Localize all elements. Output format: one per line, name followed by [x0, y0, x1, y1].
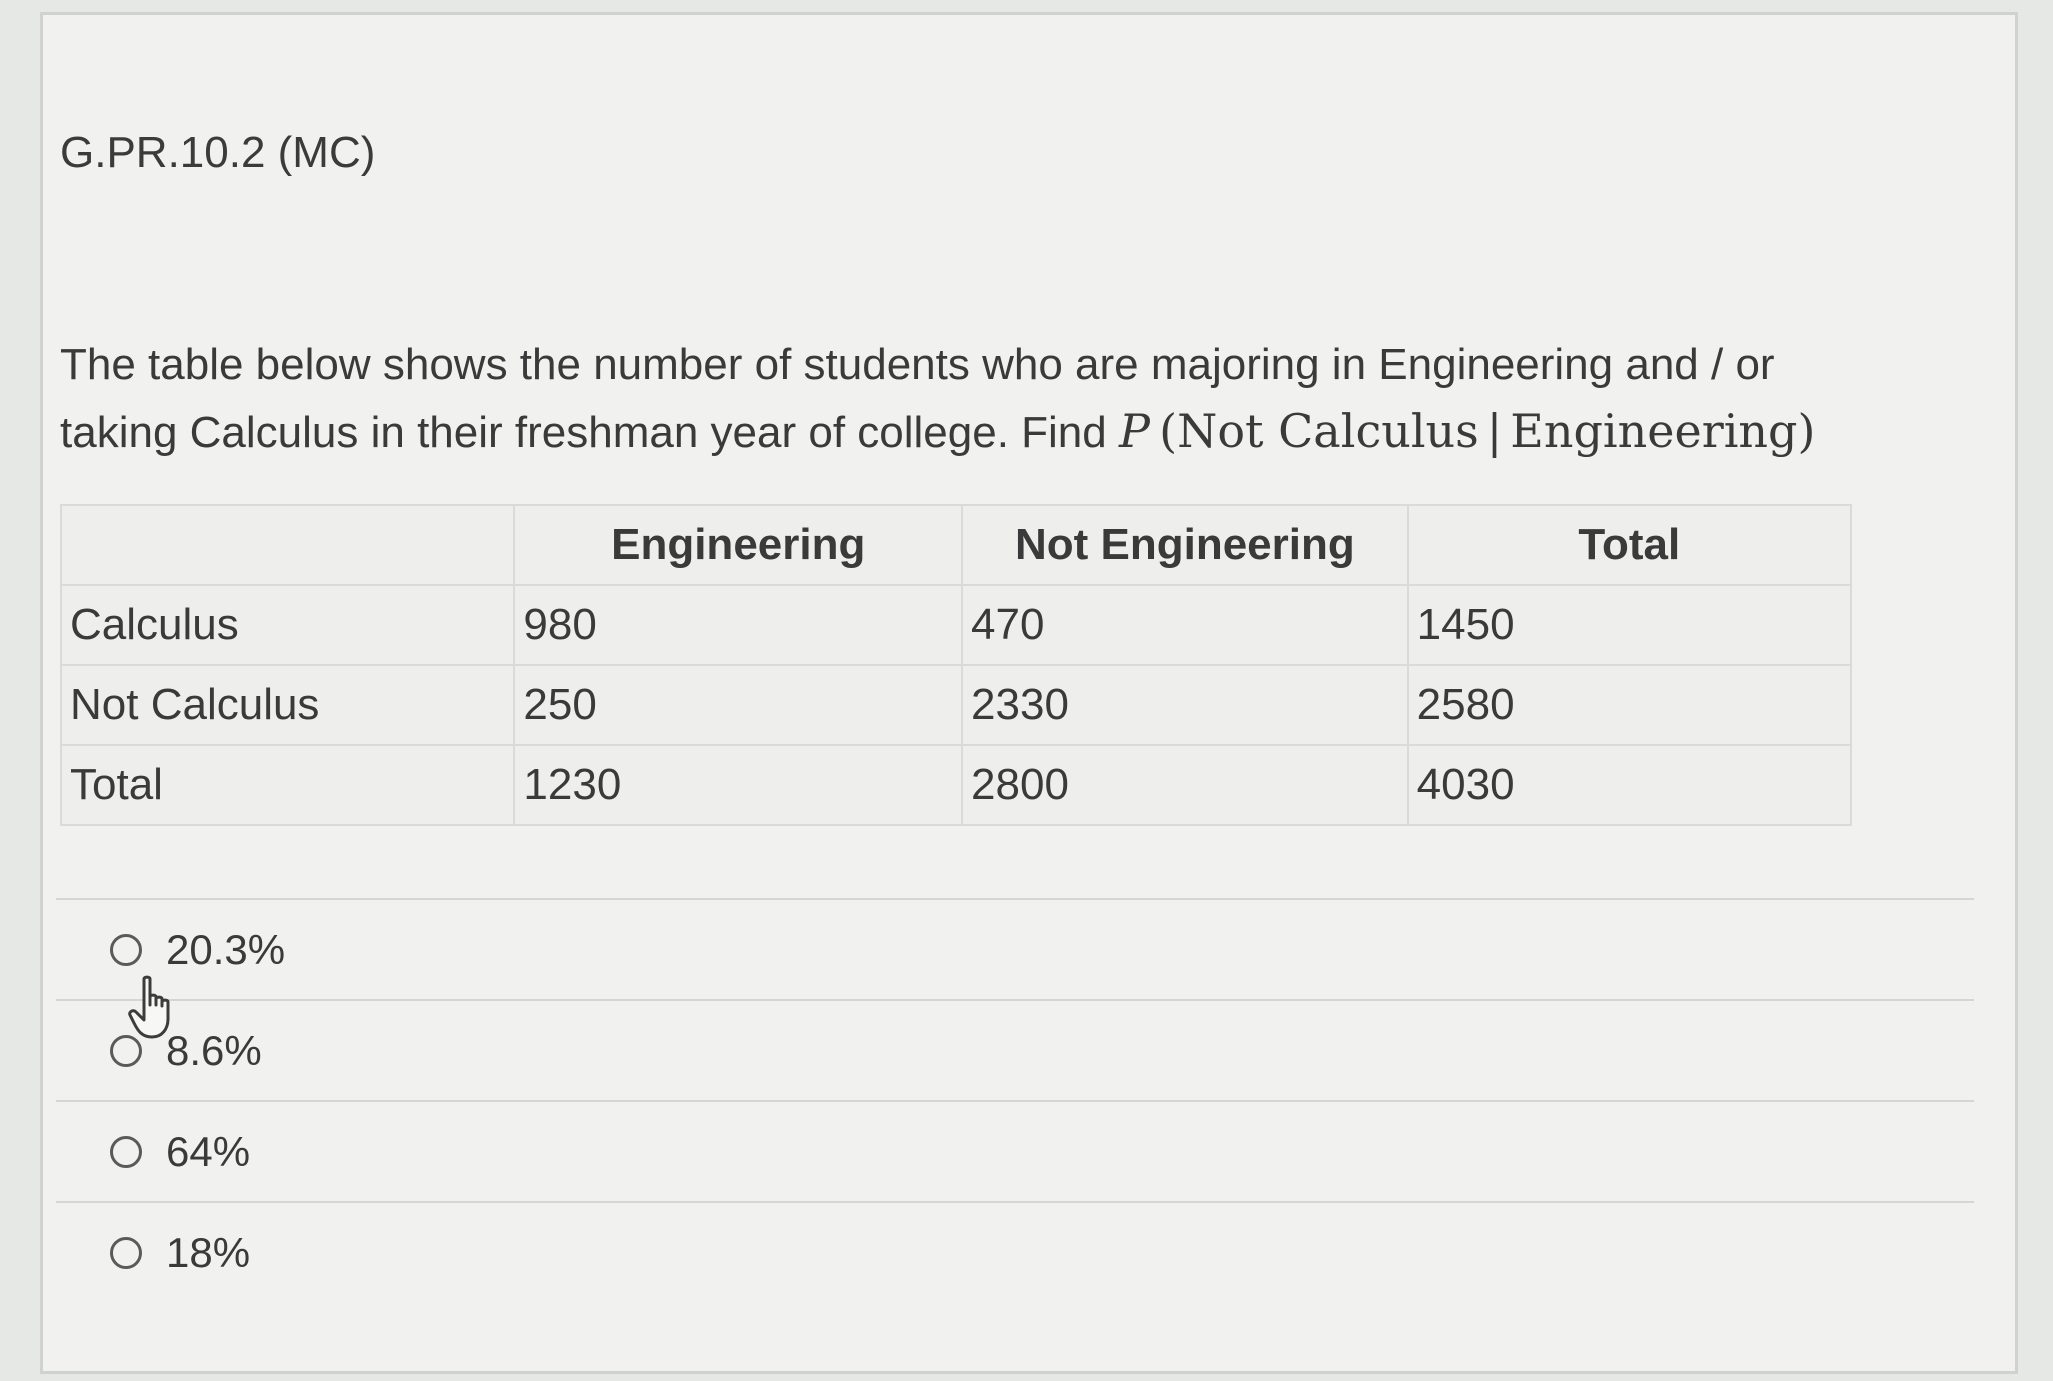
radio-button[interactable]	[110, 1136, 142, 1168]
event-text: Not Calculus	[1177, 404, 1479, 458]
table-cell: 1230	[514, 745, 962, 825]
row-label: Total	[61, 745, 514, 825]
option-label: 18%	[166, 1228, 251, 1276]
table-header-cell: Total	[1408, 505, 1851, 585]
table-cell: 1450	[1408, 585, 1851, 665]
table-header-cell	[61, 505, 514, 585]
close-paren: )	[1797, 404, 1816, 458]
table-header-cell: Engineering	[514, 505, 962, 585]
table-cell: 4030	[1408, 745, 1851, 825]
table-cell: 250	[514, 665, 962, 745]
answer-option-2[interactable]	[56, 999, 1974, 1100]
probability-symbol: P	[1118, 404, 1150, 458]
table-row	[61, 745, 1851, 825]
table-cell: 2800	[962, 745, 1408, 825]
table-cell: 2330	[962, 665, 1408, 745]
table-row	[61, 585, 1851, 665]
answer-option-1[interactable]	[56, 898, 1974, 999]
question-prompt	[60, 332, 1920, 466]
table-row	[61, 665, 1851, 745]
table-cell: 470	[962, 585, 1408, 665]
answer-option-3[interactable]	[56, 1100, 1974, 1201]
row-label: Not Calculus	[61, 665, 514, 745]
two-way-table	[60, 504, 1852, 826]
option-label: 20.3%	[166, 925, 286, 973]
hand-pointer-icon	[128, 975, 178, 1041]
given-text: Engineering	[1510, 404, 1798, 458]
radio-button[interactable]	[110, 934, 142, 966]
answer-option-4[interactable]	[56, 1201, 1974, 1302]
table-cell: 2580	[1408, 665, 1851, 745]
given-bar: |	[1486, 404, 1503, 458]
row-label: Calculus	[61, 585, 514, 665]
table-header-cell: Not Engineering	[962, 505, 1408, 585]
question-id: G.PR.10.2 (MC)	[60, 128, 376, 177]
option-label: 64%	[166, 1127, 251, 1175]
radio-button[interactable]	[110, 1237, 142, 1269]
prompt-line-1: The table below shows the number of students who are majoring in Engineering and / or	[60, 340, 1775, 389]
prompt-line-2	[60, 398, 1920, 466]
answer-options	[56, 898, 1974, 1302]
open-paren: (	[1159, 404, 1178, 458]
table-header-row	[61, 505, 1851, 585]
table-cell: 980	[514, 585, 962, 665]
prompt-line-2-text: taking Calculus in their freshman year of college. Find	[60, 408, 1119, 457]
option-label: 8.6%	[166, 1026, 262, 1074]
probability-expression	[1119, 404, 1815, 458]
